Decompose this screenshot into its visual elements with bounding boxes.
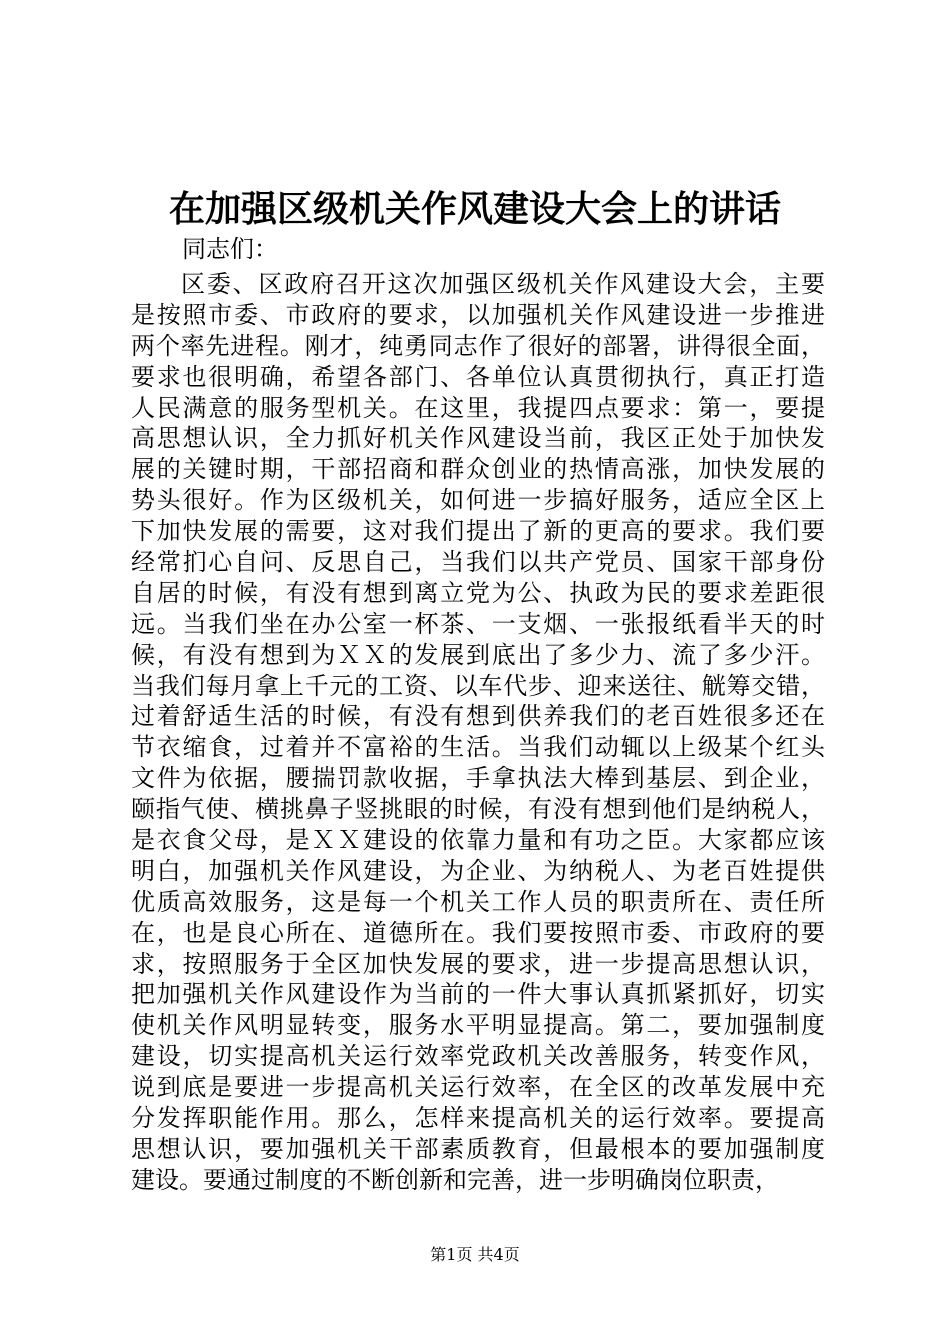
text-line: 建设。要通过制度的不断创新和完善，进一步明确岗位职责， xyxy=(131,1165,779,1194)
text-line: 使机关作风明显转变，服务水平明显提高。第二，要加强制度 xyxy=(131,1011,825,1040)
text-line: 人民满意的服务型机关。在这里，我提四点要求：第一，要提 xyxy=(131,393,825,422)
document-title: 在加强区级机关作风建设大会上的讲话 xyxy=(168,188,781,230)
text-line: 下加快发展的需要，这对我们提出了新的更高的要求。我们要 xyxy=(131,517,825,546)
text-line: 把加强机关作风建设作为当前的一件大事认真抓紧抓好，切实 xyxy=(131,980,825,1009)
text-line: 在，也是良心所在、道德所在。我们要按照市委、市政府的要 xyxy=(131,918,825,947)
text-line: 节衣缩食，过着并不富裕的生活。当我们动辄以上级某个红头 xyxy=(131,733,825,762)
text-line: 文件为依据，腰揣罚款收据，手拿执法大棒到基层、到企业， xyxy=(131,764,825,793)
text-line: 建设，切实提高机关运行效率党政机关改善服务，转变作风， xyxy=(131,1042,825,1071)
text-line: 是按照市委、市政府的要求，以加强机关作风建设进一步推进 xyxy=(131,300,825,329)
body-text xyxy=(131,269,825,1196)
text-line: 候，有没有想到为ＸＸ的发展到底出了多少力、流了多少汗。 xyxy=(131,640,825,669)
text-line: 求，按照服务于全区加快发展的要求，进一步提高思想认识， xyxy=(131,949,825,978)
text-line: 自居的时候，有没有想到离立党为公、执政为民的要求差距很 xyxy=(131,578,825,607)
text-line: 两个率先进程。刚才，纯勇同志作了很好的部署，讲得很全面， xyxy=(131,331,825,360)
text-line: 分发挥职能作用。那么，怎样来提高机关的运行效率。要提高 xyxy=(131,1104,825,1133)
text-line: 经常扪心自问、反思自己，当我们以共产党员、国家干部身份 xyxy=(131,548,825,577)
text-line: 要求也很明确，希望各部门、各单位认真贯彻执行，真正打造 xyxy=(131,362,825,391)
text-line: 当我们每月拿上千元的工资、以车代步、迎来送往、觥筹交错， xyxy=(131,671,825,700)
text-line: 颐指气使、横挑鼻子竖挑眼的时候，有没有想到他们是纳税人， xyxy=(131,795,825,824)
text-line: 势头很好。作为区级机关，如何进一步搞好服务，适应全区上 xyxy=(131,486,825,515)
text-line: 明白，加强机关作风建设，为企业、为纳税人、为老百姓提供 xyxy=(131,856,825,885)
text-line: 高思想认识，全力抓好机关作风建设当前，我区正处于加快发 xyxy=(131,424,825,453)
page-number-footer: 第1页 共4页 xyxy=(430,1245,520,1264)
text-line: 优质高效服务，这是每一个机关工作人员的职责所在、责任所 xyxy=(131,887,825,916)
text-line: 展的关键时期，干部招商和群众创业的热情高涨，加快发展的 xyxy=(131,455,825,484)
text-line: 思想认识，要加强机关干部素质教育，但最根本的要加强制度 xyxy=(131,1134,825,1163)
text-line: 远。当我们坐在办公室一杯茶、一支烟、一张报纸看半天的时 xyxy=(131,609,825,638)
salutation: 同志们： xyxy=(182,235,278,263)
text-line: 过着舒适生活的时候，有没有想到供养我们的老百姓很多还在 xyxy=(131,702,825,731)
text-line: 说到底是要进一步提高机关运行效率，在全区的改革发展中充 xyxy=(131,1073,825,1102)
text-line: 区委、区政府召开这次加强区级机关作风建设大会，主要 xyxy=(181,270,825,298)
text-line: 是衣食父母，是ＸＸ建设的依靠力量和有功之臣。大家都应该 xyxy=(131,826,825,855)
